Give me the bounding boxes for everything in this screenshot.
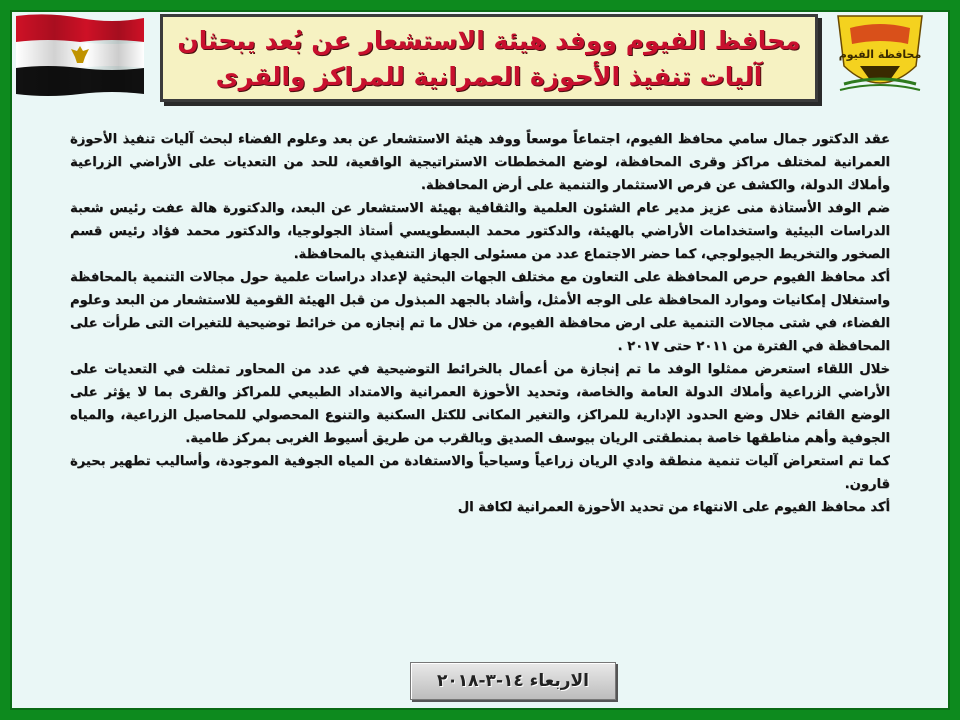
article-title bbox=[160, 14, 818, 102]
date-badge bbox=[410, 662, 616, 700]
paragraph-3: أكد محافظ الفيوم حرص المحافظة على التعاون مع مختلف الجهات البحثية لإعداد دراسات علمية حول مجالات التنمية بالمحافظة واستغلال إمكانيات وموارد المحافظة على الوجه الأمثل، وأشاد بالجهد المبذول من قبل الهيئة القومية للاستشعار من البعد وعلوم الفضاء، في شتى مجالات التنمية على ارض محافظة الفيوم، من خلال ما تم إنجازه من خرائط توضيحية للتغيرات التى طرأت على المحافظة في الفترة من ٢٠١١ حتى ٢٠١٧ . bbox=[70, 270, 890, 354]
date-text: الاربعاء ١٤-٣-٢٠١٨ bbox=[436, 671, 590, 691]
emblem-text: محافظة الفيوم bbox=[838, 48, 922, 61]
paragraph-2: ضم الوفد الأستاذة منى عزيز مدير عام الشئون العلمية والثقافية بهيئة الاستشعار عن البعد، والدكتورة هالة عفت رئيس شعبة الدراسات البيئية واستخدامات الأراضي بالهيئة، والدكتور محمد البسطويسي أستاذ الجولوجيا، والدكتور محمد فؤاد رئيس قسم الصخور والتخريط الجيولوجي، كما حضر الاجتماع عدد من مسئولى الجهاز التنفيذي بالمحافظة. bbox=[70, 201, 890, 262]
fayoum-governorate-emblem-icon bbox=[830, 14, 930, 100]
paragraph-6: أكد محافظ الفيوم على الانتهاء من تحديد الأحوزة العمرانية لكافة ال bbox=[457, 500, 890, 515]
paragraph-1: عقد الدكتور جمال سامي محافظ الفيوم، اجتماعاً موسعاً ووفد هيئة الاستشعار عن بعد وعلوم الفضاء لبحث آليات تنفيذ الأحوزة العمرانية لمختلف مراكز وقرى المحافظة، لوضع المخططات الاستراتيجية الواقعية، للحد من التعديات على الأراضي الزراعية وأملاك الدولة، والكشف عن فرص الاستثمار والتنمية على أرض المحافظة. bbox=[70, 132, 890, 193]
article-body bbox=[70, 128, 890, 588]
egypt-flag-icon bbox=[14, 12, 146, 96]
paragraph-5: كما تم استعراض آليات تنمية منطقة وادي الريان زراعياً وسياحياً والاستفادة من المياه الجوفية الموجودة، وأساليب تطهير بحيرة قارون. bbox=[70, 454, 890, 492]
article-title-text: محافظ الفيوم ووفد هيئة الاستشعار عن بُعد يبحثان آليات تنفيذ الأحوزة العمرانية للمراكز والقرى bbox=[177, 26, 801, 91]
paragraph-4: خلال اللقاء استعرض ممثلوا الوفد ما تم إنجازة من أعمال بالخرائط التوضيحية في عدد من المحاور تمثلت في التعديات على الأراضي الزراعية وأملاك الدولة العامة والخاصة، وتحديد الأحوزة العمرانية والامتداد الطبيعي للمراكز والقرى بما لا يؤثر على الوضع القائم خلال وضع الحدود الإدارية للمراكز، والتغير المكانى للكتل السكنية والتنوع المحصولي للمحاصيل الزراعية، والمياه الجوفية وأهم مناطقها خاصة بمنطقتى الريان بيوسف الصديق وبالقرب من طريق أسيوط الغربى بمركز طامية. bbox=[70, 362, 890, 446]
